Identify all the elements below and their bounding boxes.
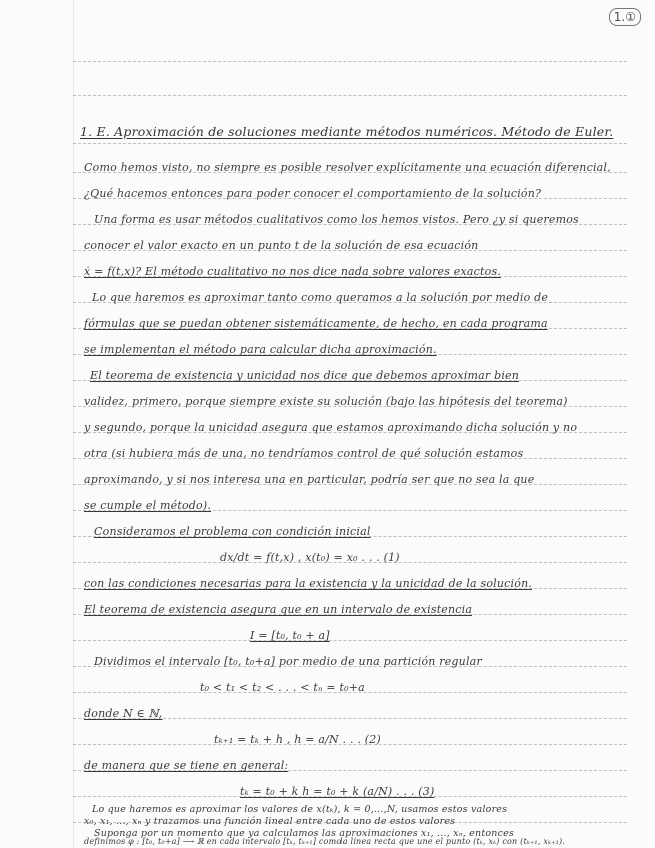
text-line: El teorema de existencia asegura que en un intervalo de existencia <box>84 603 473 616</box>
equation-3: tₖ = t₀ + k h = t₀ + k (a/N) . . . (3) <box>240 785 435 798</box>
partition-expression: t₀ < t₁ < t₂ < . . . < tₙ = t₀+a <box>200 681 365 694</box>
ruled-line <box>73 143 627 144</box>
text-line: El teorema de existencia y unicidad nos dice que debemos aproximar bien <box>90 369 520 382</box>
text-line: definimos φ : [t₀, t₀+a] ⟶ ℝ en cada intervalo [tₖ, tₖ₊₁] como <box>84 837 342 846</box>
ruled-line <box>73 95 627 96</box>
margin-line <box>73 0 74 848</box>
text-line: se cumple el método). <box>84 499 212 512</box>
ruled-line <box>73 640 627 641</box>
text-line: ẋ = f(t,x)? El método cualitativo no nos dice nada sobre valores exactos. <box>84 265 501 278</box>
text-line: la línea recta que une el punto (tₖ, xₖ) con (tₖ₊₁, xₖ₊₁). <box>340 837 566 846</box>
text-line: otra (si hubiera más de una, no tendríamos control de qué solución estamos <box>84 447 524 460</box>
text-line: donde N ∈ ℕ, <box>84 707 163 720</box>
text-line: y segundo, porque la unicidad asegura que estamos aproximando dicha solución y no <box>84 421 578 434</box>
page-number: 1.① <box>609 8 641 26</box>
text-line: aproximando, y si nos interesa una en particular, podría ser que no sea la que <box>84 473 535 486</box>
text-line: Lo que haremos es aproximar los valores de x(tₖ), k = 0,...,N, usamos estos valores <box>92 804 508 815</box>
text-line: fórmulas que se puedan obtener sistemáticamente, de hecho, en cada programa <box>84 317 548 330</box>
text-line: Lo que haremos es aproximar tanto como queramos a la solución por medio de <box>92 291 549 304</box>
text-line: Suponga por un momento que ya calculamos las aproximaciones x₁, ..., xₙ, entonces <box>94 828 514 839</box>
text-line: x₀, x₁, ..., xₙ y trazamos una función lineal entre cada uno de estos valores <box>84 816 456 827</box>
text-line: Una forma es usar métodos cualitativos como los hemos vistos. Pero ¿y si queremos <box>94 213 579 226</box>
text-line: conocer el valor exacto en un punto t de la solución de esa ecuación <box>84 239 479 252</box>
text-line: se implementan el método para calcular dicha aproximación. <box>84 343 437 356</box>
text-line: Consideramos el problema con condición inicial <box>94 525 371 538</box>
text-line: con las condiciones necesarias para la existencia y la unicidad de la solución. <box>84 577 533 590</box>
text-line: ¿Qué hacemos entonces para poder conocer el comportamiento de la solución? <box>84 187 542 200</box>
text-line: de manera que se tiene en general: <box>84 759 289 772</box>
page-title: 1. E. Aproximación de soluciones mediante métodos numéricos. Método de Euler. <box>80 124 614 139</box>
equation-1: dx/dt = f(t,x) , x(t₀) = x₀ . . . (1) <box>220 551 400 564</box>
text-line: validez, primero, porque siempre existe su solución (bajo las hipótesis del teorema) <box>84 395 568 408</box>
ruled-line <box>73 61 627 62</box>
text-line: Dividimos el intervalo [t₀, t₀+a] por medio de una partición regular <box>94 655 482 668</box>
interval-expression: I = [t₀, t₀ + a] <box>250 629 330 642</box>
equation-2: tₖ₊₁ = tₖ + h , h = a/N . . . (2) <box>214 733 381 746</box>
text-line: Como hemos visto, no siempre es posible resolver explícitamente una ecuación diferencial, <box>84 161 611 174</box>
